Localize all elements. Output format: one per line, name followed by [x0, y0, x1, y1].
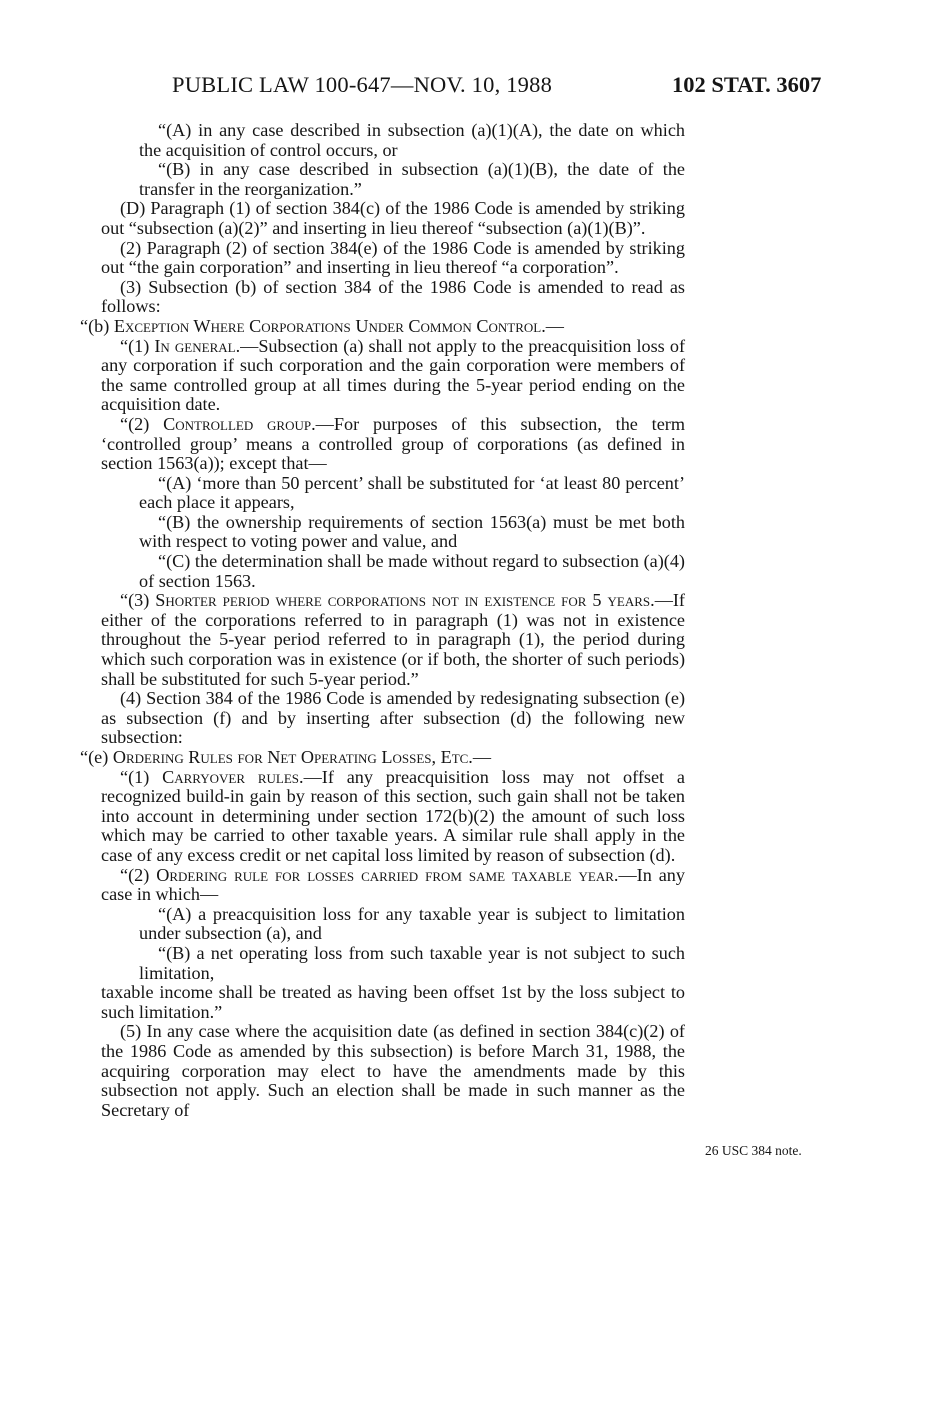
paragraph-b1: “(1) In general.—Subsection (a) shall not apply to the preacquisition loss of any corporation if such corporation and the gain corporation were members of the same controlled group at all times during the 5-year period ending on the acquisition date.	[101, 335, 685, 415]
page-header	[0, 72, 943, 102]
paragraph-heading: Carryover rules.	[162, 766, 304, 787]
paragraph-b2-c: “(C) the determination shall be made without regard to subsection (a)(4) of section 1563.	[139, 551, 685, 591]
paragraph-b2: “(2) Controlled group.—For purposes of this subsection, the term ‘controlled group’ means a controlled group of corporations (as defined in section 1563(a)); except that—	[101, 413, 686, 474]
paragraph-e2-a: “(A) a preacquisition loss for any taxable year is subject to limitation under subsection (a), and	[139, 903, 685, 944]
paragraph-amendment-3: (3) Subsection (b) of section 384 of the 1986 Code is amended to read as follows:	[101, 276, 685, 317]
paragraph-e2-b: “(B) a net operating loss from such taxable year is not subject to such limitation,	[139, 942, 685, 983]
margin-note: 26 USC 384 note.	[705, 1143, 802, 1158]
paragraph-b3: “(3) Shorter period where corporations not in existence for 5 years.—If either of the corporations referred to in paragraph (1) was not in existence throughout the 5-year period referred to in paragraph (1), the period during which such corporation was in existence (or if both, the shorter of such periods) shall be substituted for such 5-year period.”	[101, 590, 685, 689]
paragraph-heading: In general.	[154, 335, 241, 356]
paragraph-heading: Controlled group.	[163, 413, 316, 434]
section-heading: Ordering Rules for Net Operating Losses, Etc.—	[112, 747, 492, 767]
section-heading: Exception Where Corporations Under Common Control.—	[113, 315, 564, 336]
paragraph-clause-b: “(B) in any case described in subsection (a)(1)(B), the date of the transfer in the reorganization.”	[139, 159, 685, 199]
paragraph-amendment-2: (2) Paragraph (2) of section 384(e) of the 1986 Code is amended by striking out “the gain corporation” and inserting in lieu thereof “a corporation”.	[101, 237, 685, 278]
document-body	[80, 120, 686, 1120]
subsection-b-heading: “(b) Exception Where Corporations Under Common Control.—	[80, 315, 564, 336]
paragraph-amendment-d: (D) Paragraph (1) of section 384(c) of the 1986 Code is amended by striking out “subsection (a)(2)” and inserting in lieu thereof “subsection (a)(1)(B)”.	[101, 198, 685, 238]
paragraph-amendment-4: (4) Section 384 of the 1986 Code is amended by redesignating subsection (e) as subsection (f) and by inserting after subsection (d) the following new subsection:	[101, 688, 685, 748]
paragraph-heading: Shorter period where corporations not in existence for 5 years.	[155, 590, 655, 611]
paragraph-e2: “(2) Ordering rule for losses carried from same taxable year.—In any case in which—	[101, 864, 685, 905]
paragraph-heading: Ordering rule for losses carried from same taxable year.	[156, 864, 619, 885]
subsection-e-heading: “(e) Ordering Rules for Net Operating Losses, Etc.—	[80, 747, 492, 767]
paragraph-e1: “(1) Carryover rules.—If any preacquisition loss may not offset a recognized build-in gain by reason of this section, such gain shall not be taken into account in determining under section 172(b)(2) the amount of such loss which may be carried to other taxable years. A similar rule shall apply in the case of any excess credit or net capital loss limited by reason of subsection (d).	[101, 766, 685, 865]
paragraph-clause-a: “(A) in any case described in subsection (a)(1)(A), the date on which the acquisition of control occurs, or	[139, 120, 685, 160]
running-title: PUBLIC LAW 100-647—NOV. 10, 1988	[172, 72, 553, 97]
paragraph-amendment-5: (5) In any case where the acquisition date (as defined in section 384(c)(2) of the 1986 Code as amended by this subsection) is before March 31, 1988, the acquiring corporation may elect to have the amendments made by this subsection not apply. Such an election shall be made in such manner as the Secretary of	[101, 1021, 685, 1120]
paragraph-b2-b: “(B) the ownership requirements of section 1563(a) must be met both with respect to voting power and value, and	[139, 511, 685, 552]
statute-page-number: 102 STAT. 3607	[672, 72, 822, 97]
paragraph-e2-tail: taxable income shall be treated as having been offset 1st by the loss subject to such limitation.”	[101, 982, 685, 1022]
paragraph-b2-a: “(A) ‘more than 50 percent’ shall be substituted for ‘at least 80 percent’ each place it appears,	[139, 472, 685, 513]
